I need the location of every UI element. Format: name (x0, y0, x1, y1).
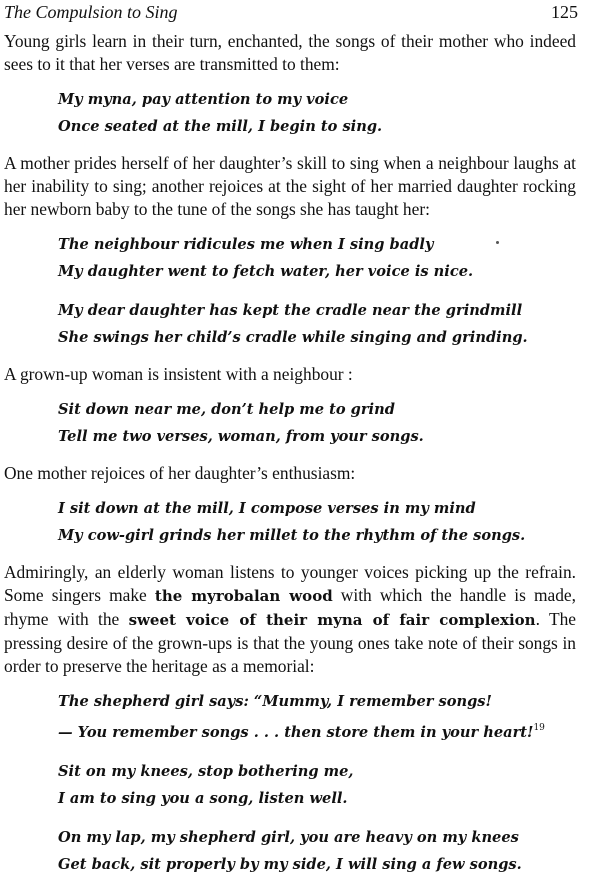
verse-line: My dear daughter has kept the cradle near the grindmill (58, 302, 523, 319)
page-header (4, 2, 578, 24)
paragraph: Young girls learn in their turn, enchanted, the songs of their mother who indeed sees to it that her verses are transmitted to them: (4, 31, 576, 74)
verse-line: I am to sing you a song, listen well. (58, 790, 348, 807)
verse-couplet (58, 297, 576, 351)
paragraph-text: . The pressing desire of the grown-ups is that the young ones take note of their songs in order to preserve the heritage as a memorial: (4, 609, 576, 676)
verse-couplet (58, 758, 576, 812)
verse-line: She swings her child’s cradle while singing and grinding. (58, 329, 528, 346)
verse-couplet (58, 495, 576, 549)
verse-couplet (58, 231, 576, 285)
verse-text: — You remember songs . . . then store them in your heart! (58, 724, 534, 741)
verse-couplet (58, 86, 576, 140)
paragraph-text: with which the handle is made, rhyme with the (4, 585, 576, 629)
verse-line: My myna, pay attention to my voice (58, 91, 349, 108)
running-title: The Compulsion to Sing (4, 2, 178, 22)
verse-line: Sit down near me, don’t help me to grind (58, 401, 395, 418)
verse-line: The shepherd girl says: “Mummy, I remember songs! (58, 693, 492, 710)
verse-line: My daughter went to fetch water, her voice is nice. (58, 263, 474, 280)
verse-line: The neighbour ridicules me when I sing badly (58, 236, 434, 253)
verse-line: My cow-girl grinds her millet to the rhythm of the songs. (58, 527, 526, 544)
verse-line: On my lap, my shepherd girl, you are heavy on my knees (58, 829, 519, 846)
verse-line: I sit down at the mill, I compose verses in my mind (58, 500, 476, 517)
ink-speck (496, 241, 499, 244)
footnote-marker: 19 (533, 723, 545, 733)
page-body (4, 30, 576, 890)
verse-couplet (58, 824, 576, 878)
verse-line: Sit on my knees, stop bothering me, (58, 763, 354, 780)
verse-line: Get back, sit properly by my side, I will sing a few songs. (58, 856, 522, 873)
paragraph: A mother prides herself of her daughter’s skill to sing when a neighbour laughs at her inability to sing; another rejoices at the sight of her married daughter rocking her newborn baby to the tune of the songs she has taught her: (4, 153, 576, 219)
paragraph (4, 561, 576, 678)
page-number: 125 (551, 2, 578, 22)
verse-couplet (58, 688, 576, 746)
verse-line: Once seated at the mill, I begin to sing. (58, 118, 383, 135)
paragraph: One mother rejoices of her daughter’s enthusiasm: (4, 463, 356, 483)
bold-phrase: the myrobalan wood (154, 587, 333, 605)
paragraph: A grown-up woman is insistent with a neighbour : (4, 364, 353, 384)
verse-line (58, 715, 576, 746)
bold-phrase: sweet voice of their myna of fair complexion (128, 611, 536, 629)
verse-line: Tell me two verses, woman, from your songs. (58, 428, 424, 445)
verse-couplet (58, 396, 576, 450)
paragraph-text: Admiringly, an elderly woman listens to younger voices picking up the refrain. Some singers make (4, 562, 576, 605)
